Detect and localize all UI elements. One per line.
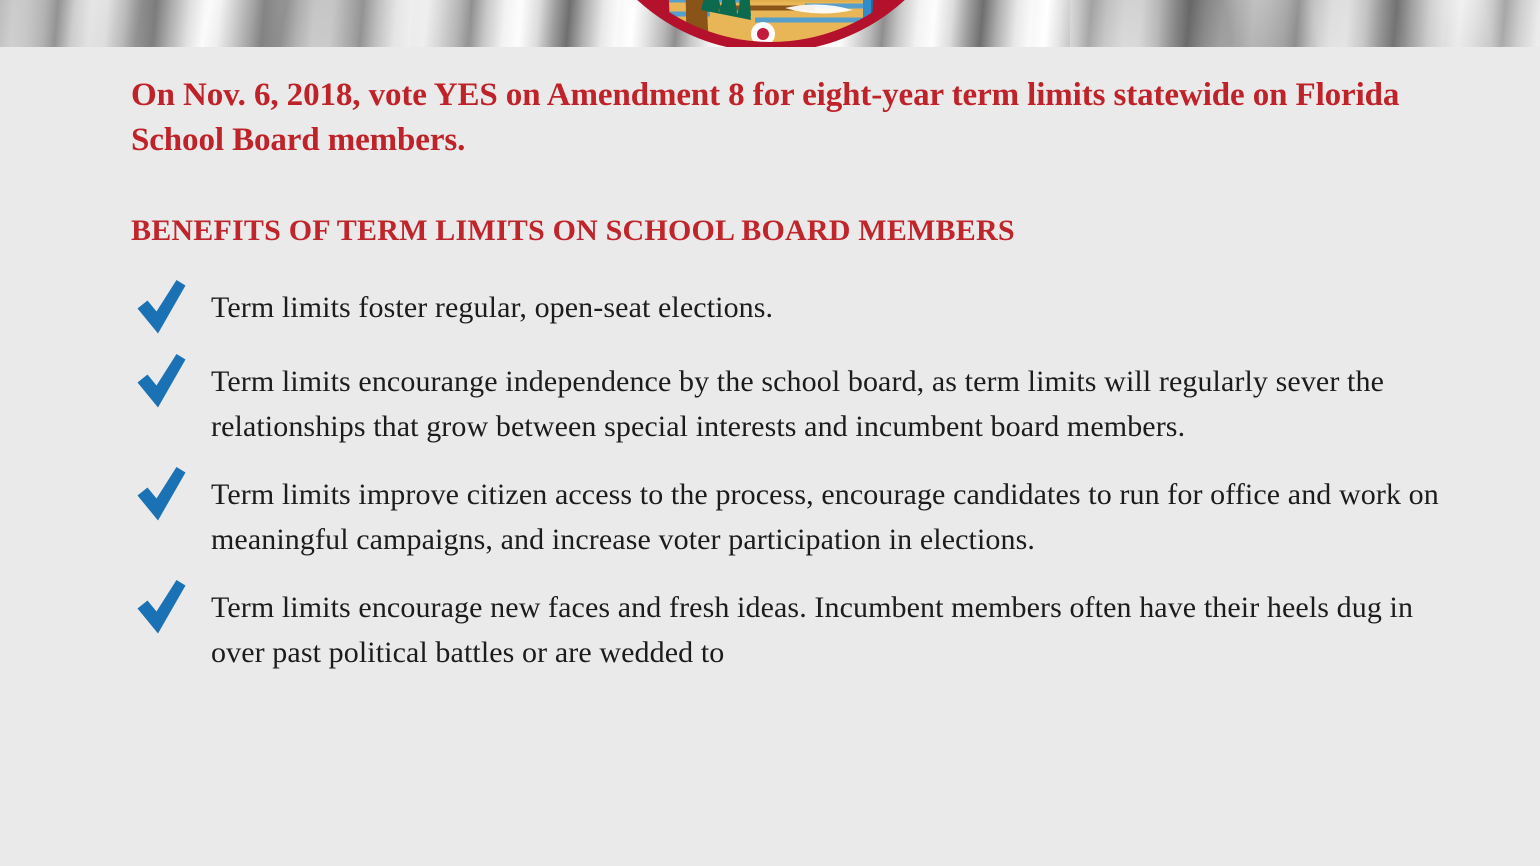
blue-checkmark-icon bbox=[133, 578, 191, 636]
blue-checkmark-icon bbox=[133, 352, 191, 410]
list-item-text: Term limits improve citizen access to the process, encourage candidates to run for office and work on meaningful campaigns, and increase voter participation in elections. bbox=[211, 478, 1439, 556]
section-title: BENEFITS OF TERM LIMITS ON SCHOOL BOARD MEMBERS bbox=[131, 214, 1015, 247]
flyer-content bbox=[131, 47, 1451, 675]
list-item bbox=[131, 471, 1451, 562]
benefits-list bbox=[131, 250, 1451, 675]
list-item-text: Term limits foster regular, open-seat elections. bbox=[211, 291, 774, 324]
banner-drape-left bbox=[0, 0, 470, 47]
list-item bbox=[131, 584, 1451, 675]
list-item bbox=[131, 284, 1451, 336]
header-banner bbox=[0, 0, 1540, 47]
blue-checkmark-icon bbox=[133, 465, 191, 523]
blue-checkmark-icon bbox=[133, 278, 191, 336]
list-item-text: Term limits encourange independence by the school board, as term limits will regularly sever the relationships that grow between special interests and incumbent board members. bbox=[211, 365, 1384, 443]
list-item-text: Term limits encourage new faces and fresh ideas. Incumbent members often have their heels dug in over past political battles or are wedded to bbox=[211, 591, 1414, 669]
headline: On Nov. 6, 2018, vote YES on Amendment 8 for eight-year term limits statewide on Florida School Board members. bbox=[131, 77, 1400, 158]
banner-drape-right bbox=[1070, 0, 1540, 47]
florida-state-seal-icon bbox=[455, 0, 1087, 47]
list-item bbox=[131, 358, 1451, 449]
